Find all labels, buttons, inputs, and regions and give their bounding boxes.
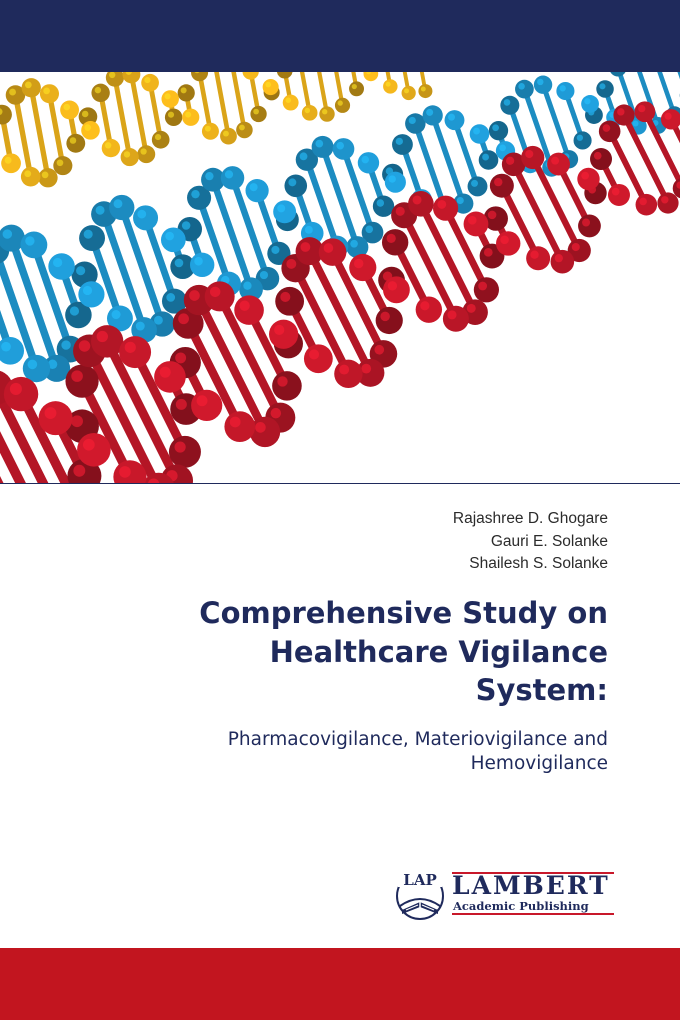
- author-name: Shailesh S. Solanke: [469, 555, 608, 572]
- dna-helix-illustration: [0, 72, 680, 484]
- author-list: [453, 508, 608, 576]
- bottom-color-band: [0, 948, 680, 1020]
- publisher-subtitle: Academic Publishing: [453, 899, 589, 913]
- author-name: Rajashree D. Ghogare: [452, 510, 608, 527]
- title-line: Healthcare Vigilance: [269, 634, 608, 669]
- title-line: System:: [475, 673, 608, 707]
- author-name: Gauri E. Solanke: [490, 532, 608, 550]
- subtitle-line: Hemovigilance: [470, 753, 608, 774]
- publisher-rule-bottom: [452, 913, 614, 915]
- book-subtitle: [48, 728, 608, 776]
- title-line: Comprehensive Study on: [199, 596, 608, 630]
- book-title: [48, 594, 608, 710]
- hero-divider: [0, 483, 680, 484]
- emblem-text: LAP: [403, 871, 437, 889]
- publisher-logo: [392, 866, 620, 926]
- top-color-band: [0, 0, 680, 72]
- subtitle-line: Pharmacovigilance, Materiovigilance and: [227, 729, 608, 750]
- publisher-name: LAMBERT: [452, 871, 610, 900]
- open-book-icon: [392, 866, 448, 924]
